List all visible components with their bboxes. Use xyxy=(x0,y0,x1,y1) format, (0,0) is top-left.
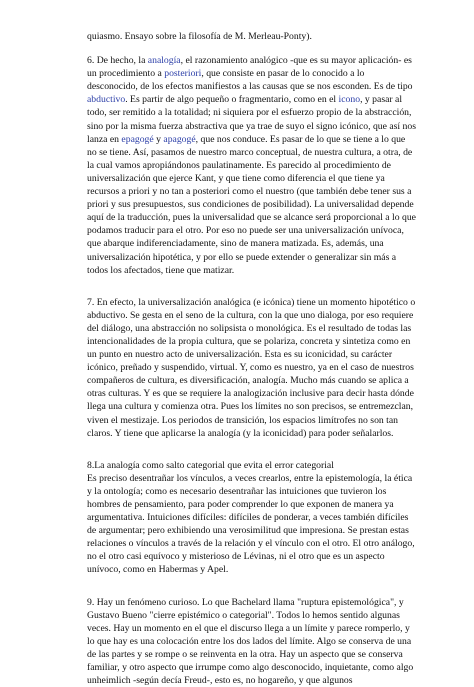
text-segment: 6. De hecho, la xyxy=(87,55,148,67)
link-epagogé[interactable]: epagogé xyxy=(121,133,154,145)
text-segment: , y pasar al todo, ser remitido a la totalidad; ni siquiera por el esfuerzo propio de la abstracción, sino por la misma fuerza abstractiva que ya trae de suyo el signo icónico, que así nos lanza en xyxy=(87,94,417,145)
text-segment: Es preciso desentrañar los vínculos, a veces crearlos, entre la epistemología, la ética y la ontología; como es necesario desentrañar las intuiciones que tuvieron los hombres de pensamiento, para poder comprender lo que exponen de manera ya argumentativa. Intuiciones difíciles: difíciles de ponderar, a veces también difíciles de argumentar; pero exhibiendo una verosimilitud que impresiona. Se prestan estas relaciones o vínculos a través de la relación y el vínculo con el otro. El otro análogo, no el otro casi equívoco y misterioso de Lévinas, ni el otro que es un aspecto unívoco, como en Habermas y Apel. xyxy=(87,472,415,576)
text-segment: 9. Hay un fenómeno curioso. Lo que Bachelard llama "ruptura epistemológica", y Gustavo Bueno "cierre epistémico o categorial". Todos lo hemos sentido algunas veces. Hay un momento en el que el discurso llega a un límite y parece romperlo, y lo que hay es una colocación entre los dos lados del límite. Algo se conserva de una de las partes y se rompe o se reinventa en la otra. Hay un aspecto que se conserva familiar, y otro aspecto que irrumpe como algo desconocido, inquietante, como algo unheimlich -según decía Freud-, esto es, no hogareño, y que algunos xyxy=(87,596,414,687)
paragraph-6-analogia xyxy=(87,54,416,277)
link-apagogé[interactable]: apagogé xyxy=(163,133,196,145)
text-segment: quiasmo. Ensayo sobre la filosofía de M. Merleau-Ponty). xyxy=(87,31,312,42)
text-segment: y xyxy=(153,133,164,145)
text-segment: 8.La analogía como salto categorial que evita el error categorial xyxy=(87,459,334,471)
paragraph-quiasmo xyxy=(87,30,416,43)
paragraph-7-universalizacion xyxy=(87,296,416,440)
text-segment: . Es partir de algo pequeño o fragmentario, como en el xyxy=(125,94,339,106)
link-icono[interactable]: icono xyxy=(338,94,361,106)
link-analogía[interactable]: analogía xyxy=(147,55,181,67)
text-segment: , el razonamiento analógico -que es su mayor aplicación- es un procedimiento a xyxy=(87,55,412,80)
text-segment: 7. En efecto, la universalización analógica (e icónica) tiene un momento hipotético o abductivo. Se gesta en el seno de la cultura, con la que uno dialoga, por eso requiere del diálogo, una abstracción no solipsista o monológica. Es el resultado de todas las intencionalidades de la propia cultura, que se polariza, concreta y sintetiza como en un punto en nuestro acto de universalización. Esta es su iconicidad, su carácter icónico, preñado y suspendido, virtual. Y, como es nuestro, ya en el caso de nuestros compañeros de cultura, es diversificación, analogía. Mucho más cuando se aplica a otras culturas. Y es que se requiere la analogización inclusive para decir hasta dónde llega una cultura y comienza otra. Pues los límites no son precisos, se entremezclan, viven el mestizaje. Los periodos de transición, los espacios limítrofes no son tan claros. Y tiene que aplicarse la analogía (y la iconicidad) para poder señalarlos. xyxy=(87,296,416,439)
text-segment: , que consiste en pasar de lo conocido a lo desconocido, de los efectos manifiestos a las causas que se nos esconden. Es de tipo xyxy=(87,68,413,93)
paragraph-8-salto-categorial xyxy=(87,459,416,577)
link-abductivo[interactable]: abductivo xyxy=(87,94,126,106)
paragraph-9-fenomeno-curioso xyxy=(87,596,416,687)
link-posteriori[interactable]: posteriori xyxy=(164,68,202,80)
text-segment: , que nos conduce. Es pasar de lo que se tiene a lo que no se tiene. Así, pasamos de nuestro marco conceptual, de nuestra cultura, a otra, de la cual vamos apropiándonos paulatinamente. Es parecido al procedimiento de universalización que ejerce Kant, y que tiene como diferencia el que tiene ya recursos a priori y no tan a posteriori como el nuestro (que también debe tener sus a priori y sus presupuestos, sus condiciones de posibilidad). La universalidad depende aquí de la traducción, pues la universalidad que se alcance será proporcional a lo que podamos traducir para el otro. Por eso no puede ser una universalización unívoca, que abarque indiferenciadamente, sino de manera matizada. Es, además, una universalización hipotética, y por ello se puede extender o generalizar sin más a todos los afectados, tiene que matizar. xyxy=(87,133,416,276)
